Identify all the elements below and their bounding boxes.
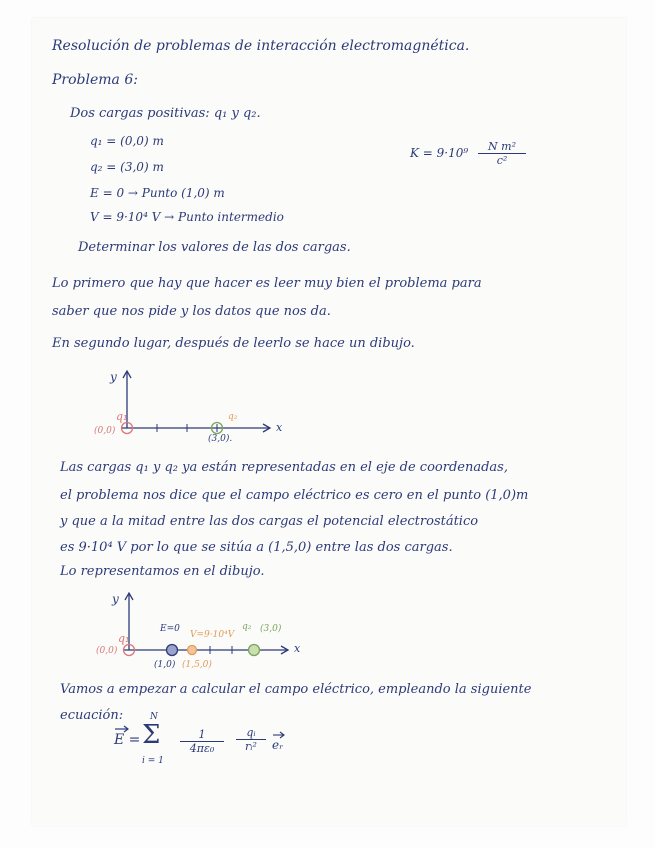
paragraph2-line: es 9·10⁴ V por lo que se sitúa a (1,5,0) entre las dos cargas. — [60, 540, 453, 555]
diagram1-q2-label: q₂ — [228, 412, 238, 422]
k-numerator: N m² — [478, 140, 526, 154]
fraction1-numerator: 1 — [180, 728, 224, 742]
paragraph2-line: Lo representamos en el dibujo. — [60, 564, 265, 579]
statement-potential: V = 9·10⁴ V → Punto intermedio — [90, 210, 284, 224]
diagram2-q2-mark — [249, 645, 260, 656]
unit-vector-er: eᵣ — [272, 738, 284, 752]
statement-task: Determinar los valores de las dos cargas. — [78, 240, 351, 255]
diagram2-e-mark — [167, 645, 178, 656]
diagram2-e-label: E=0 — [160, 624, 180, 634]
diagram2-v-label: V=9·10⁴V — [190, 630, 235, 640]
equation-fraction-1 — [180, 728, 224, 755]
equation-lhs: E = — [114, 732, 141, 748]
statement-q2: q₂ = (3,0) m — [90, 160, 164, 174]
diagram2-q2-label: q₂ — [242, 622, 252, 632]
statement-q1: q₁ = (0,0) m — [90, 134, 164, 148]
diagram2-y-label: y — [112, 592, 119, 606]
diagram2-q1-coord: (0,0) — [96, 646, 118, 656]
equation-fraction-2 — [236, 726, 266, 753]
paragraph3-line: Vamos a empezar a calcular el campo eléctrico, empleando la siguiente — [60, 682, 532, 697]
k-denominator: c² — [496, 154, 508, 167]
diagram2-q1-label: q₁ — [118, 632, 130, 645]
diagram2-q2-coord: (3,0) — [260, 624, 282, 634]
diagram2-x-label: x — [294, 642, 301, 655]
diagram1-q1-label: q₁ — [116, 410, 128, 423]
statement-k-prefix: K = 9·10⁹ — [410, 146, 469, 160]
paragraph1-line: En segundo lugar, después de leerlo se hace un dibujo. — [52, 336, 415, 351]
sum-upper-limit: N — [150, 712, 158, 722]
diagram1-x-label: x — [276, 421, 283, 434]
page-title: Resolución de problemas de interacción electromagnética. — [52, 38, 470, 54]
paragraph1-line: Lo primero que hay que hacer es leer muy bien el problema para — [52, 276, 482, 291]
diagram1-y-label: y — [110, 370, 117, 384]
fraction2-numerator: qᵢ — [236, 726, 266, 740]
paragraph1-line: saber que nos pide y los datos que nos da. — [52, 304, 331, 319]
diagram2-e-coord: (1,0) — [154, 660, 176, 670]
diagram1-q1-coord: (0,0) — [94, 426, 116, 436]
sum-lower-limit: i = 1 — [142, 756, 164, 766]
fraction2-denominator: rᵢ² — [245, 740, 257, 753]
diagram2-v-mark — [188, 646, 197, 655]
paragraph3-line: ecuación: — [60, 708, 124, 723]
statement-efield: E = 0 → Punto (1,0) m — [90, 186, 225, 200]
paragraph2-line: Las cargas q₁ y q₂ ya están representadas en el eje de coordenadas, — [60, 460, 508, 475]
statement-k-fraction — [478, 140, 526, 167]
paragraph2-line: y que a la mitad entre las dos cargas el potencial electrostático — [60, 514, 479, 529]
diagram1-q2-coord: (3,0). — [208, 434, 233, 444]
problem-label: Problema 6: — [52, 72, 138, 88]
statement-intro: Dos cargas positivas: q₁ y q₂. — [70, 106, 261, 121]
notebook-page — [32, 18, 626, 826]
paragraph2-line: el problema nos dice que el campo eléctrico es cero en el punto (1,0)m — [60, 488, 529, 503]
diagram2-v-coord: (1,5,0) — [182, 660, 212, 670]
fraction1-denominator: 4πε₀ — [189, 742, 215, 755]
sum-symbol: Σ — [142, 720, 161, 750]
